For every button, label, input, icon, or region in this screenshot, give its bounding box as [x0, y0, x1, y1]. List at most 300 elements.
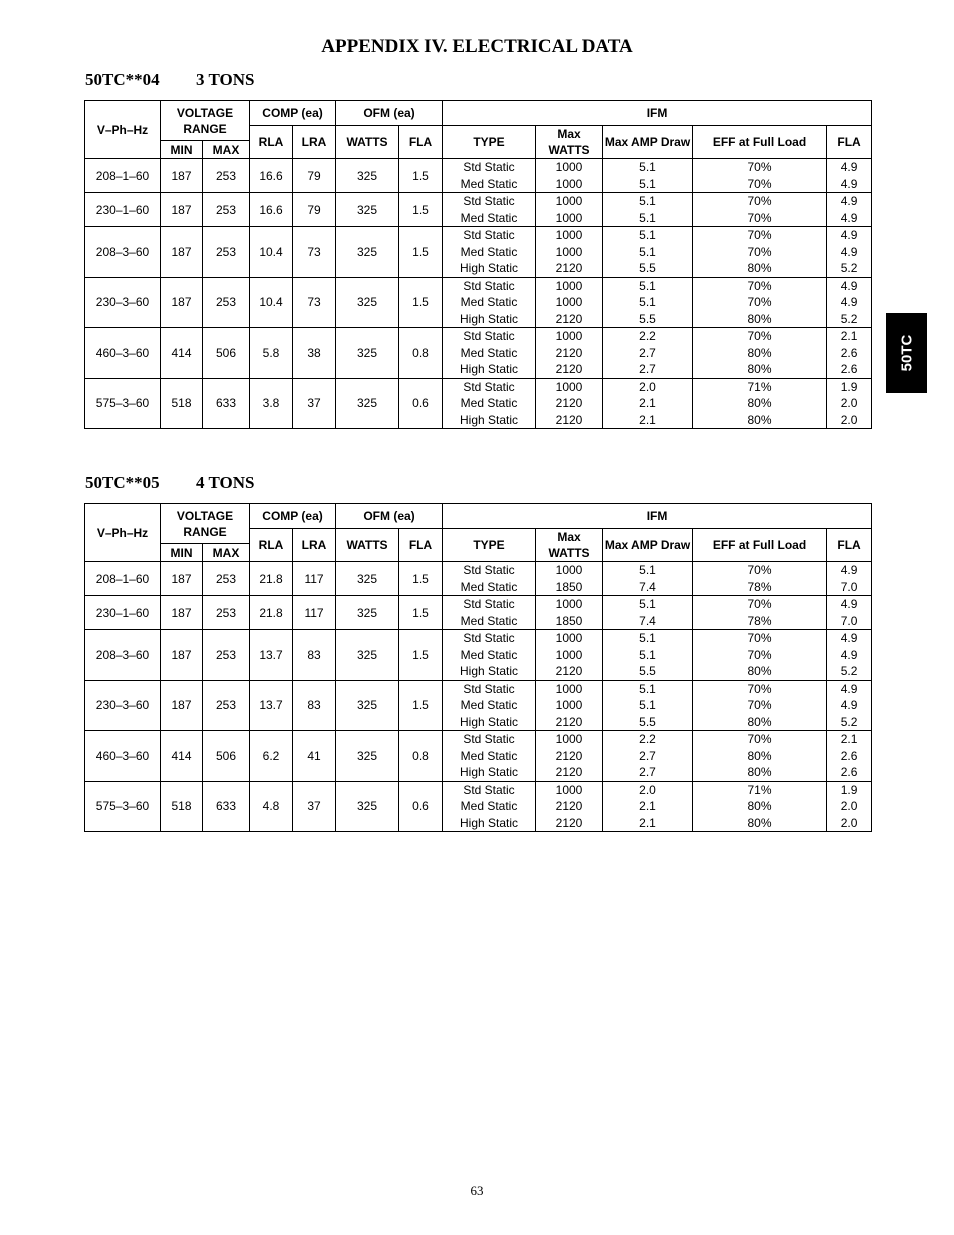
cell-ofm-watts: 325: [336, 159, 399, 193]
cell-ifm-fla-group: [827, 277, 872, 328]
cell-ifm-amp-draw: 5.1: [639, 295, 656, 309]
cell-rla: 16.6: [250, 159, 293, 193]
header-ifm-type: TYPE: [443, 529, 536, 562]
cell-max: 253: [203, 596, 250, 630]
header-lra: LRA: [293, 126, 336, 159]
cell-ifm-eff: 80%: [747, 765, 772, 779]
cell-min: 187: [161, 630, 203, 681]
cell-rla: 13.7: [250, 680, 293, 731]
cell-ifm-amp-draw: 5.1: [639, 210, 656, 225]
header-eff-full-load: EFF at Full Load: [693, 529, 827, 562]
cell-ofm-watts: 325: [336, 227, 399, 278]
cell-ifm-amp-draw: 2.7: [639, 748, 656, 763]
cell-vph: 208–3–60: [85, 630, 161, 681]
cell-lra: 41: [293, 731, 336, 782]
cell-ifm-fla: 4.9: [840, 194, 858, 208]
table-row: [85, 596, 872, 630]
cell-ifm-fla: 4.9: [840, 647, 858, 662]
cell-min: 187: [161, 227, 203, 278]
cell-max: 633: [203, 781, 250, 832]
cell-ifm-fla: 2.6: [840, 748, 858, 763]
cell-ifm-eff: 70%: [747, 244, 772, 259]
cell-max: 253: [203, 680, 250, 731]
header-ofm-watts: WATTS: [336, 126, 399, 159]
cell-ifm-fla: 4.9: [840, 244, 858, 259]
cell-ofm-fla: 1.5: [399, 227, 443, 278]
electrical-data-table-50tc05: [84, 503, 872, 832]
cell-ifm-type: High Static: [460, 765, 519, 779]
cell-ifm-max-watts: 1000: [555, 244, 583, 259]
cell-min: 518: [161, 781, 203, 832]
header-ifm-type: TYPE: [443, 126, 536, 159]
cell-ifm-type-group: [443, 731, 536, 782]
cell-ifm-type: Std Static: [463, 631, 515, 645]
cell-ifm-fla-group: [827, 562, 872, 596]
cell-ifm-amp-draw: 2.7: [639, 345, 656, 360]
cell-ifm-type: Std Static: [463, 194, 515, 208]
cell-ofm-watts: 325: [336, 193, 399, 227]
cell-ifm-eff: 80%: [747, 664, 772, 678]
cell-ifm-type: Std Static: [463, 681, 515, 696]
cell-ofm-watts: 325: [336, 562, 399, 596]
cell-ifm-max-watts: 2120: [555, 311, 583, 326]
cell-ifm-type: Std Static: [463, 379, 515, 394]
cell-ofm-watts: 325: [336, 328, 399, 379]
cell-ifm-eff-group: [693, 596, 827, 630]
header-max-watts: Max WATTS: [536, 126, 603, 159]
cell-vph: 230–3–60: [85, 277, 161, 328]
cell-ifm-amp-draw-group: [603, 193, 693, 227]
cell-ifm-type: Std Static: [463, 329, 515, 343]
cell-ifm-max-watts: 1000: [555, 278, 583, 293]
cell-vph: 230–3–60: [85, 680, 161, 731]
cell-ifm-fla-group: [827, 378, 872, 429]
cell-ifm-amp-draw: 5.1: [639, 647, 656, 662]
cell-vph: 208–1–60: [85, 562, 161, 596]
cell-rla: 10.4: [250, 227, 293, 278]
cell-ifm-fla: 4.9: [840, 681, 858, 696]
cell-ifm-max-watts: 1000: [555, 732, 583, 746]
cell-vph: 230–1–60: [85, 596, 161, 630]
cell-ifm-eff: 70%: [747, 210, 772, 225]
cell-ifm-type-group: [443, 227, 536, 278]
cell-ifm-max-watts: 2120: [555, 765, 583, 779]
table-row: [85, 630, 872, 681]
cell-ifm-max-watts: 2120: [555, 714, 583, 729]
header-ofm-fla: FLA: [399, 529, 443, 562]
cell-ifm-eff: 70%: [747, 278, 772, 293]
cell-ifm-eff-group: [693, 227, 827, 278]
section-heading-50tc04: [85, 70, 255, 90]
cell-ifm-amp-draw-group: [603, 680, 693, 731]
cell-ifm-max-watts: 1000: [555, 647, 583, 662]
cell-min: 187: [161, 596, 203, 630]
cell-ifm-amp-draw: 5.1: [639, 244, 656, 259]
cell-ifm-fla: 2.0: [840, 815, 858, 830]
cell-ifm-fla: 7.0: [840, 613, 858, 628]
cell-ifm-amp-draw: 2.1: [639, 412, 656, 427]
cell-ofm-fla: 1.5: [399, 159, 443, 193]
cell-max: 253: [203, 193, 250, 227]
cell-ifm-max-watts: 1000: [555, 295, 583, 309]
cell-max: 633: [203, 378, 250, 429]
cell-ifm-eff: 80%: [747, 748, 772, 763]
cell-min: 518: [161, 378, 203, 429]
cell-ifm-max-watts: 1850: [555, 613, 583, 628]
cell-vph: 208–3–60: [85, 227, 161, 278]
cell-ifm-type: Med Static: [460, 748, 518, 763]
cell-ifm-max-watts: 2120: [555, 748, 583, 763]
cell-min: 414: [161, 328, 203, 379]
cell-ifm-eff: 80%: [747, 362, 772, 376]
header-vph: V–Ph–Hz: [85, 504, 161, 562]
cell-ifm-max-watts: 2120: [555, 345, 583, 360]
header-ofm-watts: WATTS: [336, 529, 399, 562]
cell-ifm-amp-draw: 5.1: [639, 194, 656, 208]
cell-ifm-amp-draw: 5.1: [639, 698, 656, 712]
cell-ifm-type: Med Static: [460, 396, 518, 410]
cell-max: 253: [203, 630, 250, 681]
table-row: [85, 227, 872, 278]
cell-ifm-max-watts: 1000: [555, 329, 583, 343]
page-number: 63: [470, 1183, 484, 1198]
cell-ifm-eff-group: [693, 328, 827, 379]
cell-ifm-type-group: [443, 193, 536, 227]
header-max: MAX: [203, 544, 250, 562]
cell-ifm-fla: 4.9: [840, 176, 858, 191]
cell-ifm-max-watts-group: [536, 731, 603, 782]
cell-ifm-max-watts: 1850: [555, 579, 583, 594]
cell-ifm-type: High Static: [460, 412, 519, 427]
cell-lra: 73: [293, 227, 336, 278]
cell-max: 506: [203, 731, 250, 782]
cell-ifm-amp-draw: 7.4: [639, 579, 656, 594]
cell-ifm-amp-draw-group: [603, 562, 693, 596]
cell-min: 414: [161, 731, 203, 782]
cell-ifm-amp-draw-group: [603, 159, 693, 193]
cell-ifm-eff: 78%: [747, 579, 772, 594]
cell-ifm-eff: 80%: [747, 345, 772, 360]
cell-ifm-fla: 2.0: [840, 799, 858, 813]
cell-ifm-fla-group: [827, 328, 872, 379]
cell-ifm-eff: 70%: [747, 698, 772, 712]
cell-ofm-watts: 325: [336, 378, 399, 429]
cell-ifm-amp-draw: 2.1: [639, 815, 656, 830]
cell-ifm-type: Std Static: [463, 563, 515, 577]
cell-ifm-max-watts-group: [536, 227, 603, 278]
cell-ifm-type: Med Static: [460, 579, 518, 594]
electrical-data-table-50tc04: [84, 100, 872, 429]
header-max-watts: Max WATTS: [536, 529, 603, 562]
cell-ifm-max-watts: 1000: [555, 176, 583, 191]
header-max: MAX: [203, 141, 250, 159]
cell-ifm-type-group: [443, 596, 536, 630]
cell-ifm-type: High Static: [460, 664, 519, 678]
cell-ifm-fla: 5.2: [840, 664, 858, 678]
cell-ifm-amp-draw: 5.1: [639, 631, 656, 645]
cell-ifm-max-watts: 1000: [555, 379, 583, 394]
section-heading-50tc05: [85, 473, 255, 493]
header-max-amp-draw: Max AMP Draw: [603, 126, 693, 159]
cell-ifm-fla: 5.2: [840, 311, 858, 326]
model-label: 50TC**05: [85, 473, 160, 492]
table-row: [85, 193, 872, 227]
cell-ifm-eff: 70%: [747, 732, 772, 746]
cell-ifm-type-group: [443, 159, 536, 193]
cell-ifm-eff: 70%: [747, 597, 772, 611]
header-max-amp-draw: Max AMP Draw: [603, 529, 693, 562]
cell-ifm-type: High Static: [460, 311, 519, 326]
cell-ifm-fla: 2.6: [840, 345, 858, 360]
cell-ifm-amp-draw: 5.1: [639, 228, 656, 242]
cell-ofm-fla: 1.5: [399, 630, 443, 681]
cell-ifm-max-watts: 2120: [555, 799, 583, 813]
cell-ifm-type: Med Static: [460, 176, 518, 191]
table-row: [85, 731, 872, 782]
cell-ifm-fla: 2.0: [840, 412, 858, 427]
cell-ifm-eff: 70%: [747, 295, 772, 309]
cell-ifm-fla: 5.2: [840, 714, 858, 729]
cell-ifm-type: Std Static: [463, 597, 515, 611]
cell-vph: 575–3–60: [85, 781, 161, 832]
cell-ifm-type: Std Static: [463, 228, 515, 242]
cell-ifm-max-watts-group: [536, 277, 603, 328]
cell-ifm-eff: 70%: [747, 647, 772, 662]
cell-ifm-fla: 4.9: [840, 563, 858, 577]
cell-ifm-eff: 70%: [747, 228, 772, 242]
cell-ifm-fla: 4.9: [840, 295, 858, 309]
cell-ifm-eff-group: [693, 630, 827, 681]
cell-rla: 4.8: [250, 781, 293, 832]
side-tab: [886, 313, 927, 393]
cell-vph: 460–3–60: [85, 731, 161, 782]
tons-label: 3 TONS: [196, 70, 255, 89]
tons-label: 4 TONS: [196, 473, 255, 492]
cell-ifm-type: Med Static: [460, 698, 518, 712]
cell-ifm-type: Med Static: [460, 210, 518, 225]
cell-ifm-eff-group: [693, 680, 827, 731]
cell-ifm-eff: 80%: [747, 799, 772, 813]
header-comp: COMP (ea): [250, 101, 336, 126]
cell-ofm-fla: 0.8: [399, 731, 443, 782]
cell-ifm-eff: 70%: [747, 631, 772, 645]
cell-ifm-type-group: [443, 680, 536, 731]
cell-ifm-fla-group: [827, 731, 872, 782]
cell-ifm-amp-draw: 5.1: [639, 160, 656, 174]
cell-rla: 6.2: [250, 731, 293, 782]
cell-ifm-fla: 7.0: [840, 579, 858, 594]
cell-ifm-max-watts: 1000: [555, 782, 583, 797]
cell-ifm-eff: 71%: [747, 782, 772, 797]
cell-rla: 16.6: [250, 193, 293, 227]
cell-ifm-type-group: [443, 562, 536, 596]
cell-vph: 230–1–60: [85, 193, 161, 227]
cell-ifm-max-watts: 1000: [555, 228, 583, 242]
table-row: [85, 277, 872, 328]
cell-ifm-eff: 70%: [747, 160, 772, 174]
cell-ifm-eff: 70%: [747, 563, 772, 577]
cell-ifm-fla: 4.9: [840, 210, 858, 225]
cell-min: 187: [161, 277, 203, 328]
cell-ifm-max-watts: 1000: [555, 681, 583, 696]
page-title: APPENDIX IV. ELECTRICAL DATA: [321, 36, 633, 57]
cell-rla: 3.8: [250, 378, 293, 429]
cell-ifm-amp-draw: 5.5: [639, 664, 656, 678]
cell-ofm-fla: 0.8: [399, 328, 443, 379]
header-ifm: IFM: [443, 101, 872, 126]
cell-max: 253: [203, 562, 250, 596]
cell-ofm-fla: 1.5: [399, 562, 443, 596]
cell-ifm-fla: 2.0: [840, 396, 858, 410]
cell-ifm-fla: 5.2: [840, 261, 858, 275]
cell-ofm-fla: 1.5: [399, 680, 443, 731]
cell-rla: 5.8: [250, 328, 293, 379]
cell-ifm-amp-draw: 2.1: [639, 396, 656, 410]
cell-ifm-amp-draw: 7.4: [639, 613, 656, 628]
cell-min: 187: [161, 159, 203, 193]
cell-ifm-max-watts: 2120: [555, 261, 583, 275]
header-ofm: OFM (ea): [336, 101, 443, 126]
cell-ifm-fla-group: [827, 680, 872, 731]
header-ofm-fla: FLA: [399, 126, 443, 159]
cell-lra: 83: [293, 680, 336, 731]
cell-max: 506: [203, 328, 250, 379]
cell-ifm-fla: 1.9: [840, 782, 858, 797]
cell-ifm-fla: 2.1: [840, 732, 858, 746]
table-row: [85, 159, 872, 193]
cell-ofm-fla: 0.6: [399, 378, 443, 429]
cell-ifm-max-watts: 1000: [555, 194, 583, 208]
cell-ifm-amp-draw: 2.0: [639, 782, 656, 797]
cell-ifm-max-watts: 1000: [555, 563, 583, 577]
cell-ifm-max-watts-group: [536, 328, 603, 379]
table-row: [85, 378, 872, 429]
header-min: MIN: [161, 141, 203, 159]
cell-lra: 38: [293, 328, 336, 379]
cell-ifm-amp-draw: 5.1: [639, 176, 656, 191]
cell-ifm-amp-draw-group: [603, 630, 693, 681]
cell-ifm-max-watts-group: [536, 159, 603, 193]
cell-ifm-amp-draw: 5.5: [639, 714, 656, 729]
cell-ifm-max-watts: 1000: [555, 698, 583, 712]
cell-lra: 83: [293, 630, 336, 681]
cell-ifm-eff: 78%: [747, 613, 772, 628]
cell-ifm-max-watts-group: [536, 562, 603, 596]
header-ifm-fla: FLA: [827, 529, 872, 562]
cell-ifm-eff-group: [693, 193, 827, 227]
cell-lra: 37: [293, 781, 336, 832]
cell-ifm-max-watts-group: [536, 630, 603, 681]
cell-ifm-max-watts: 2120: [555, 664, 583, 678]
cell-max: 253: [203, 159, 250, 193]
cell-ifm-fla-group: [827, 193, 872, 227]
header-ofm: OFM (ea): [336, 504, 443, 529]
cell-ifm-amp-draw: 5.1: [639, 563, 656, 577]
cell-ifm-eff: 80%: [747, 412, 772, 427]
side-tab-label: 50TC: [898, 334, 915, 372]
cell-ifm-max-watts-group: [536, 680, 603, 731]
cell-ifm-type: Med Static: [460, 295, 518, 309]
cell-ifm-amp-draw-group: [603, 378, 693, 429]
model-label: 50TC**04: [85, 70, 160, 89]
cell-ofm-fla: 1.5: [399, 277, 443, 328]
cell-vph: 575–3–60: [85, 378, 161, 429]
cell-ifm-fla: 4.9: [840, 631, 858, 645]
cell-ifm-eff: 80%: [747, 714, 772, 729]
cell-ifm-eff: 70%: [747, 329, 772, 343]
cell-ifm-type: Med Static: [460, 244, 518, 259]
table-row: [85, 781, 872, 832]
cell-ifm-type-group: [443, 378, 536, 429]
cell-ifm-fla: 4.9: [840, 160, 858, 174]
cell-ifm-amp-draw-group: [603, 596, 693, 630]
header-vph: V–Ph–Hz: [85, 101, 161, 159]
cell-ifm-type: Med Static: [460, 647, 518, 662]
cell-ifm-max-watts: 2120: [555, 362, 583, 376]
cell-rla: 10.4: [250, 277, 293, 328]
cell-lra: 37: [293, 378, 336, 429]
cell-ifm-amp-draw-group: [603, 277, 693, 328]
cell-lra: 73: [293, 277, 336, 328]
cell-ifm-amp-draw: 2.7: [639, 765, 656, 779]
table-row: [85, 562, 872, 596]
cell-ofm-watts: 325: [336, 277, 399, 328]
cell-ifm-max-watts: 1000: [555, 631, 583, 645]
cell-rla: 13.7: [250, 630, 293, 681]
header-ifm: IFM: [443, 504, 872, 529]
cell-ifm-fla-group: [827, 781, 872, 832]
cell-lra: 79: [293, 193, 336, 227]
header-lra: LRA: [293, 529, 336, 562]
cell-ofm-fla: 0.6: [399, 781, 443, 832]
cell-ifm-type: Med Static: [460, 345, 518, 360]
cell-ifm-fla-group: [827, 596, 872, 630]
cell-ifm-eff: 71%: [747, 379, 772, 394]
cell-ifm-type: Std Static: [463, 278, 515, 293]
cell-ifm-eff-group: [693, 159, 827, 193]
cell-min: 187: [161, 193, 203, 227]
cell-rla: 21.8: [250, 562, 293, 596]
cell-ifm-fla: 4.9: [840, 278, 858, 293]
cell-lra: 79: [293, 159, 336, 193]
cell-ifm-fla-group: [827, 630, 872, 681]
cell-ofm-watts: 325: [336, 781, 399, 832]
cell-ifm-eff-group: [693, 277, 827, 328]
cell-ifm-type: High Static: [460, 815, 519, 830]
cell-ofm-fla: 1.5: [399, 596, 443, 630]
cell-ifm-fla-group: [827, 159, 872, 193]
cell-ifm-eff: 70%: [747, 681, 772, 696]
cell-vph: 460–3–60: [85, 328, 161, 379]
cell-lra: 117: [293, 596, 336, 630]
cell-ifm-type: Std Static: [463, 160, 515, 174]
cell-ifm-max-watts: 1000: [555, 597, 583, 611]
cell-ifm-amp-draw: 2.2: [639, 732, 656, 746]
cell-ifm-max-watts: 2120: [555, 815, 583, 830]
cell-ifm-max-watts-group: [536, 596, 603, 630]
cell-ifm-eff: 80%: [747, 261, 772, 275]
cell-ifm-fla: 2.1: [840, 329, 858, 343]
cell-ifm-max-watts: 2120: [555, 412, 583, 427]
header-ifm-fla: FLA: [827, 126, 872, 159]
cell-ifm-fla: 2.6: [840, 362, 858, 376]
cell-ifm-type: Med Static: [460, 799, 518, 813]
cell-ifm-amp-draw: 2.1: [639, 799, 656, 813]
cell-lra: 117: [293, 562, 336, 596]
cell-ifm-fla: 1.9: [840, 379, 858, 394]
cell-max: 253: [203, 227, 250, 278]
cell-ifm-eff-group: [693, 562, 827, 596]
